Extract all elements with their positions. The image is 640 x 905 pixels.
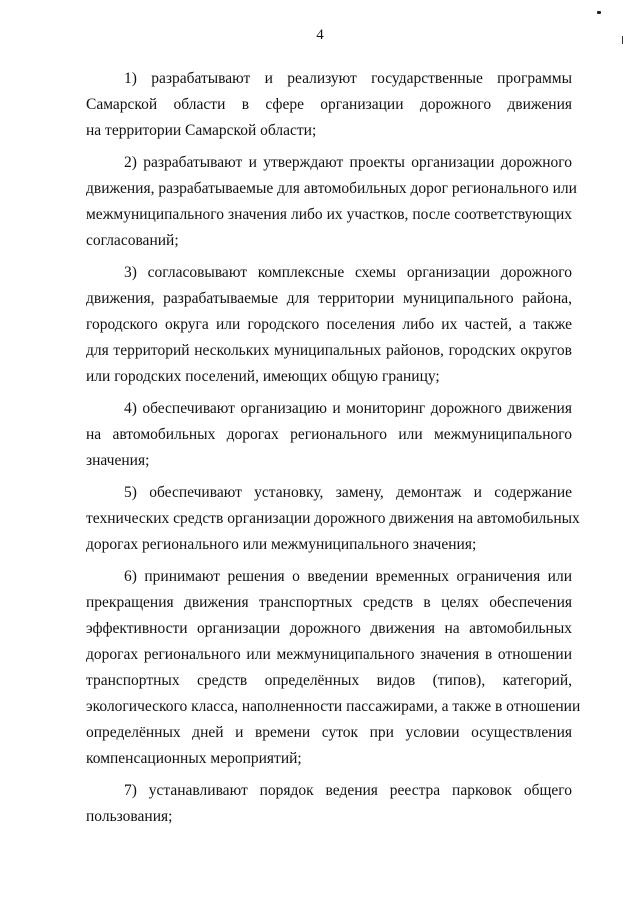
paragraph-line: 5) обеспечивают установку, замену, демонтаж и содержание [124, 484, 572, 501]
page-number: 4 [316, 27, 324, 43]
paragraph-item-3 [86, 260, 572, 390]
paragraph-line: 7) устанавливают порядок ведения реестра парковок общего [124, 782, 572, 799]
paragraph-line: движения, разрабатываемые для территории муниципального района, [86, 290, 572, 307]
paragraph-line: движения, разрабатываемые для автомобильных дорог регионального или [86, 180, 577, 197]
paragraph-line: прекращения движения транспортных средств в целях обеспечения [86, 594, 572, 611]
paragraph-line: эффективности организации дорожного движения на автомобильных [86, 620, 572, 637]
paragraph-item-5 [86, 480, 580, 558]
paragraph-item-6 [86, 564, 581, 772]
paragraph-line: для территорий нескольких муниципальных районов, городских округов [86, 342, 572, 359]
paragraph-item-1 [86, 66, 572, 144]
paragraph-line: согласований; [86, 232, 179, 249]
paragraph-line: дорогах регионального или межмуниципального значения в отношении [86, 646, 572, 663]
paragraph-line: 2) разрабатывают и утверждают проекты организации дорожного [124, 154, 572, 171]
document-body [86, 66, 581, 836]
paragraph-line: значения; [86, 452, 150, 469]
paragraph-line: 4) обеспечивают организацию и мониторинг дорожного движения [124, 400, 572, 417]
paragraph-line: определённых дней и времени суток при условии осуществления [86, 724, 572, 741]
paragraph-line: на автомобильных дорогах регионального или межмуниципального [86, 426, 572, 443]
paragraph-line: 6) принимают решения о введении временных ограничения или [124, 568, 572, 585]
paragraph-item-2 [86, 150, 577, 254]
paragraph-item-7 [86, 778, 572, 830]
scan-mark [597, 11, 601, 14]
paragraph-line: технических средств организации дорожного движения на автомобильных [86, 510, 580, 527]
paragraph-line: городского округа или городского поселения либо их частей, а также [86, 316, 572, 333]
paragraph-line: экологического класса, наполненности пассажирами, а также в отношении [86, 698, 581, 715]
paragraph-line: на территории Самарской области; [86, 122, 317, 139]
paragraph-line: пользования; [86, 808, 173, 825]
paragraph-line: Самарской области в сфере организации дорожного движения [86, 96, 572, 113]
paragraph-line: транспортных средств определённых видов (типов), категорий, [86, 672, 572, 689]
paragraph-line: или городских поселений, имеющих общую границу; [86, 368, 440, 385]
paragraph-item-4 [86, 396, 572, 474]
paragraph-line: дорогах регионального или межмуниципального значения; [86, 536, 477, 553]
paragraph-line: межмуниципального значения либо их участков, после соответствующих [86, 206, 572, 223]
paragraph-line: 3) согласовывают комплексные схемы организации дорожного [124, 264, 572, 281]
paragraph-line: 1) разрабатывают и реализуют государственные программы [124, 70, 572, 87]
paragraph-line: компенсационных мероприятий; [86, 750, 302, 767]
